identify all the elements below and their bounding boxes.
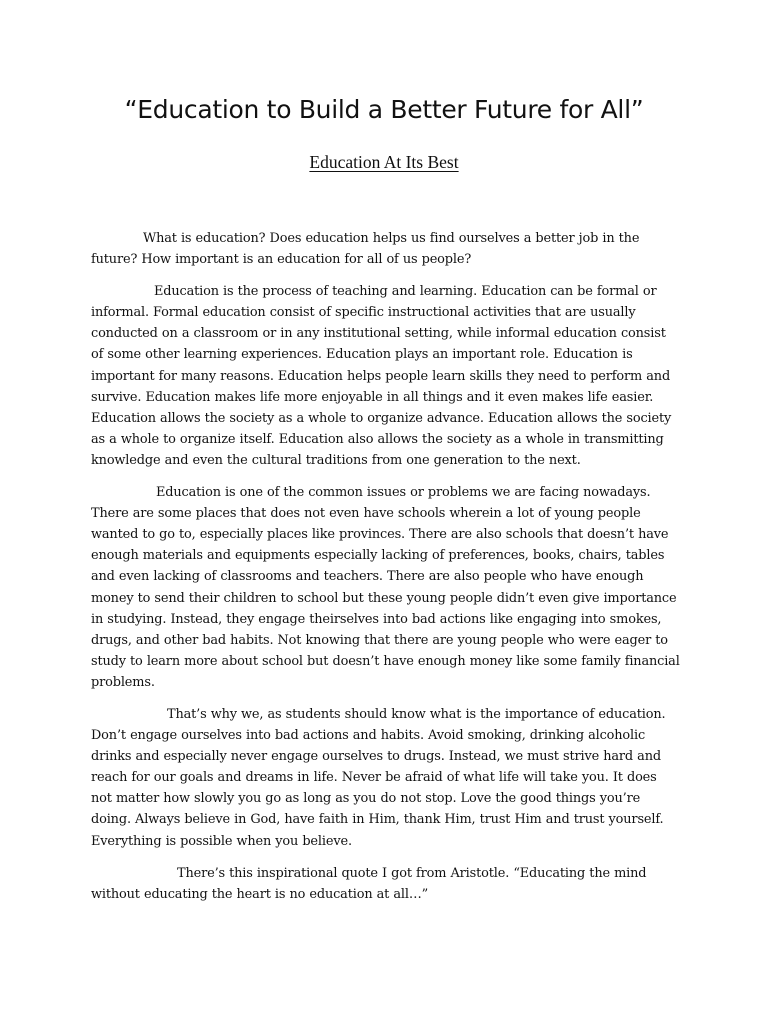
page-subtitle: Education At Its Best <box>309 152 459 172</box>
paragraph-definition: Education is the process of teaching and learning. Education can be formal or informal. Formal education consist of specific instructional activities that are usually conducted on a classroom or in any institutional setting, while informal education consist of some other learning experiences. Education plays an important role. Education is important for many reasons. Education helps people learn skills they need to perform and survive. Education makes life more enjoyable in all things and it even makes life easier. Education allows the society as a whole to organize advance. Education allows the society as a whole to organize itself. Education also allows the society as a whole in transmitting knowledge and even the cultural traditions from one generation to the next. <box>91 284 672 468</box>
document-body <box>91 228 681 916</box>
paragraph-problems: Education is one of the common issues or problems we are facing nowadays. There are some places that does not even have schools wherein a lot of young people wanted to go to, especially places like provinces. There are also schools that doesn’t have enough materials and equipments especially lacking of preferences, books, chairs, tables and even lacking of classrooms and teachers. There are also people who have enough money to send their children to school but these young people didn’t even give importance in studying. Instead, they engage theirselves into bad actions like engaging into smokes, drugs, and other bad habits. Not knowing that there are young people who were eager to study to learn more about school but doesn’t have enough money like some family financial problems. <box>91 485 680 690</box>
paragraph-intro: What is education? Does education helps us find ourselves a better job in the future? How important is an education for all of us people? <box>91 231 640 268</box>
paragraph-students: That’s why we, as students should know what is the importance of education. Don’t engage ourselves into bad actions and habits. Avoid smoking, drinking alcoholic drinks and especially never engage ourselves to drugs. Instead, we must strive hard and reach for our goals and dreams in life. Never be afraid of what life will take you. It does not matter how slowly you go as long as you do not stop. Love the good things you’re doing. Always believe in God, have faith in Him, thank Him, trust Him and trust yourself. Everything is possible when you believe. <box>91 706 666 849</box>
paragraph-quote: There’s this inspirational quote I got from Aristotle. “Educating the mind without educating the heart is no education at all…” <box>91 865 647 902</box>
page-title: “Education to Build a Better Future for All” <box>124 95 644 124</box>
